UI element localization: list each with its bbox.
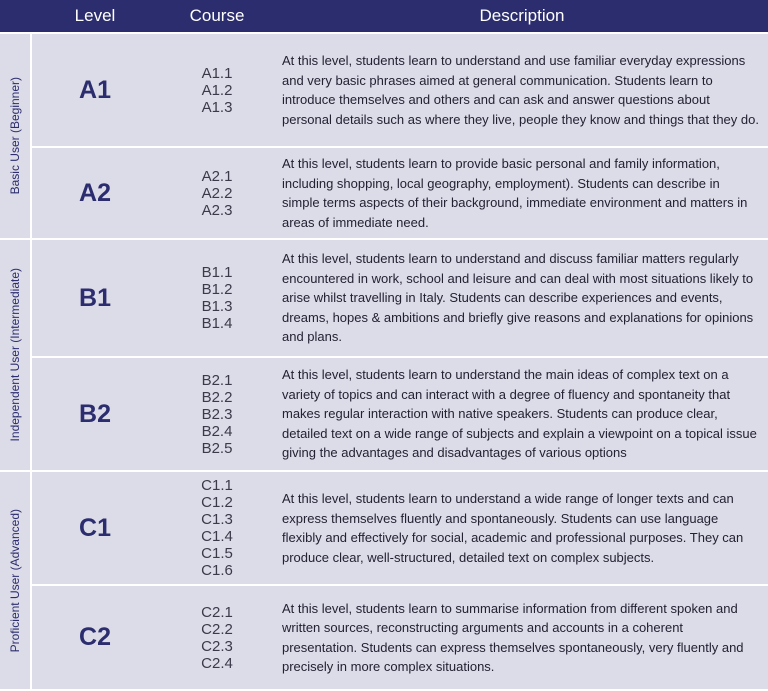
level-cell: B1: [32, 240, 158, 358]
course-code: B2.4: [201, 422, 233, 440]
course-code: C1.6: [201, 562, 233, 579]
description-text: At this level, students learn to understand and use familiar everyday expressions and very basic phrases aimed at general communication. Students learn to introduce themselves and others and can ask and answer questions about personal details such as where they live, people they know and things that they do.: [282, 53, 759, 127]
group-cell-proficient: [0, 472, 32, 691]
course-code: B1.1: [201, 264, 233, 281]
description-text: At this level, students learn to understand the main ideas of complex text on a variety of topics and can interact with a degree of fluency and spontaneity that makes regular interaction with native speakers. Students can produce clear, detailed text on a wide range of subjects and explain a viewpoint on a topical issue giving the advantages and disadvantages of various options: [282, 367, 757, 461]
course-code: B1.2: [201, 281, 233, 298]
course-code: A2.1: [201, 167, 233, 185]
description-cell: [276, 240, 768, 358]
level-cell: A1: [32, 34, 158, 148]
description-cell: [276, 34, 768, 148]
course-cell: [158, 472, 276, 586]
course-code: B2.3: [201, 405, 233, 423]
course-code: B1.3: [201, 298, 233, 315]
level-cell: A2: [32, 148, 158, 240]
course-code: C1.5: [201, 545, 233, 562]
header-level: Level: [32, 0, 158, 34]
course-code: A2.3: [201, 201, 233, 219]
course-code: B2.2: [201, 388, 233, 406]
description-cell: [276, 472, 768, 586]
group-label: Independent User (Intermediate): [8, 268, 22, 442]
course-code: C1.3: [201, 511, 233, 528]
header-description: Description: [276, 0, 768, 34]
description-text: At this level, students learn to provide basic personal and family information, including shopping, local geography, employment). Students can describe in simple terms aspects of their background, immediate environment and matters in areas of immediate need.: [282, 156, 748, 230]
course-cell: [158, 358, 276, 472]
course-code: C2.3: [201, 637, 233, 655]
group-label: Proficient User (Advanced): [8, 508, 22, 653]
course-code: A1.2: [201, 81, 233, 99]
description-text: At this level, students learn to summarise information from different spoken and written sources, reconstructing arguments and accounts in a coherent presentation. Students can express themselves spontaneously, very fluently and precisely in more complex situations.: [282, 600, 744, 674]
level-cell: B2: [32, 358, 158, 472]
course-code: C1.2: [201, 494, 233, 511]
header-course: Course: [158, 0, 276, 34]
group-cell-independent: [0, 240, 32, 472]
description-text: At this level, students learn to understand and discuss familiar matters regularly encountered in work, school and leisure and can deal with most situations likely to arise whilst travelling in Italy. Students can describe experiences and events, dreams, hopes & ambitions and briefly give reasons and explanations for opinions and plans.: [282, 251, 754, 345]
course-cell: [158, 148, 276, 240]
course-code: B2.1: [201, 371, 233, 389]
course-code: C2.1: [201, 603, 233, 621]
course-code: C2.2: [201, 620, 233, 638]
course-code: C1.1: [201, 477, 233, 494]
description-cell: [276, 148, 768, 240]
course-code: A2.2: [201, 184, 233, 202]
level-cell: C1: [32, 472, 158, 586]
course-code: A1.1: [201, 64, 233, 82]
course-code: C2.4: [201, 654, 233, 672]
course-code: B1.4: [201, 315, 233, 332]
course-cell: [158, 34, 276, 148]
description-text: At this level, students learn to understand a wide range of longer texts and can express themselves fluently and spontaneously. Students can use language flexibly and effectively for social, academic and professional purposes. They can produce clear, well-structured, detailed text on complex subjects.: [282, 491, 744, 565]
course-cell: [158, 586, 276, 691]
header-blank-cell: [0, 0, 32, 34]
description-cell: [276, 358, 768, 472]
description-cell: [276, 586, 768, 691]
group-label: Basic User (Beginner): [8, 77, 22, 195]
group-cell-basic: [0, 34, 32, 240]
course-code: B2.5: [201, 439, 233, 457]
course-code: A1.3: [201, 98, 233, 116]
course-cell: [158, 240, 276, 358]
course-code: C1.4: [201, 528, 233, 545]
level-cell: C2: [32, 586, 158, 691]
